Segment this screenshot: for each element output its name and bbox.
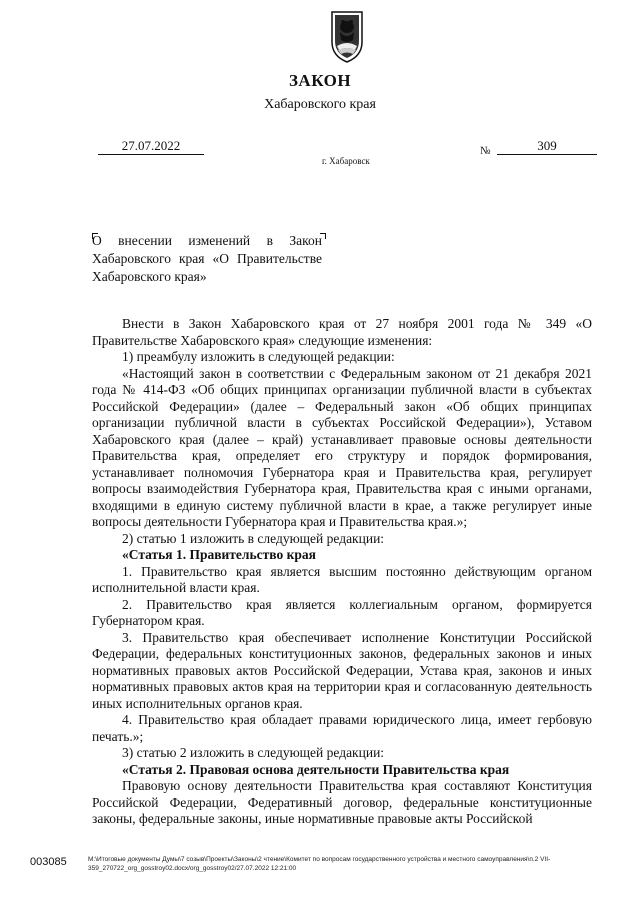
document-date: 27.07.2022 — [98, 138, 204, 155]
body-paragraph: 3. Правительство края обеспечивает исполнение Конституции Российской Федерации, федеральных конституционных законов, федеральных законов и иных нормативных правовых актов Российской Федерации, Устава края, законов и иных нормативных правовых актов края на территории края и согласованную деятельность иных исполнительных органов края. — [92, 629, 592, 711]
article-heading: «Статья 2. Правовая основа деятельности Правительства края — [122, 761, 510, 777]
coat-of-arms-icon — [329, 10, 365, 64]
document-region: Хабаровского края — [264, 97, 376, 112]
body-paragraph: 4. Правительство края обладает правами юридического лица, имеет гербовую печать.»; — [92, 712, 592, 744]
body-paragraph: 1. Правительство края является высшим постоянно действующим органом исполнительной власти края. — [92, 563, 592, 595]
number-sign: № — [480, 145, 491, 157]
document-type: ЗАКОН — [288, 71, 352, 90]
document-number: 309 — [497, 138, 597, 155]
footer-file-path: M:\Итоговые документы Думы\7 созыв\Проекты\Законы\2 чтение\Комитет по вопросам государственного устройства и местного самоуправления\п.2 VII-359_270722_org_gosstroy02.docx/org_gosstroy02/27.07.2022 12:21:00 — [88, 856, 551, 872]
document-title: О внесении изменений в Закон Хабаровского края «О Правительстве Хабаровского края» — [92, 233, 322, 284]
body-paragraph: 1) преамбулу изложить в следующей редакции: — [122, 349, 395, 364]
body-paragraph: «Настоящий закон в соответствии с Федеральным законом от 21 декабря 2021 года № 414-ФЗ «Об общих принципах организации публичной власти в субъектах Российской Федерации» (далее – Федеральный закон «Об общих принципах организации публичной власти в субъектах Российской Федерации»), Уставом Хабаровского края (далее – край) устанавливает правовые основы деятельности Правительства края, определяет его структуру и порядок формирования, устанавливает полномочия Губернатора края и Правительства края, регулирует вопросы взаимодействия Губернатора края, Правительства края с иными органами, входящими в единую систему публичной власти в крае, а также регулирует иные вопросы деятельности Губернатора края и Правительства края.»; — [92, 365, 592, 529]
document-body — [92, 316, 592, 828]
body-paragraph: 2) статью 1 изложить в следующей редакции: — [122, 530, 385, 546]
document-city: г. Хабаровск — [322, 156, 370, 166]
article-heading: «Статья 1. Правительство края — [122, 547, 316, 562]
body-paragraph: 2. Правительство края является коллегиальным органом, формируется Губернатором края. — [92, 596, 592, 628]
body-paragraph: Внести в Закон Хабаровского края от 27 ноября 2001 года № 349 «О Правительстве Хабаровского края» следующие изменения: — [92, 316, 592, 348]
body-paragraph: 3) статью 2 изложить в следующей редакции: — [122, 745, 385, 760]
body-paragraph: Правовую основу деятельности Правительства края составляют Конституция Российской Федерации, Федеративный договор, федеральные конституционные законы, федеральные законы, иные нормативные правовые акты Российской — [92, 778, 592, 826]
footer-code: 003085 — [30, 856, 67, 868]
